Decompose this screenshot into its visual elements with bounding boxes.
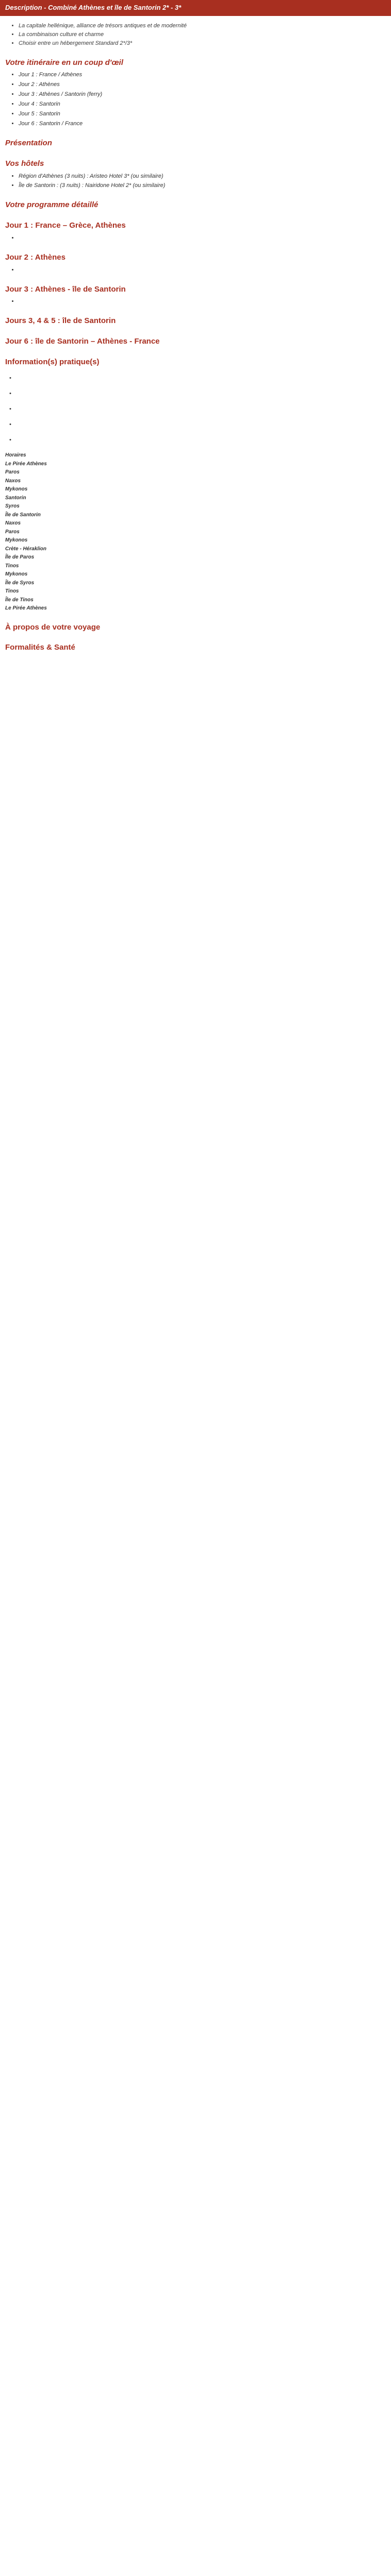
page-header: Description - Combiné Athènes et île de Santorin 2* - 3* [0,0,391,16]
schedule-port-label: Île de Santorin [5,512,41,518]
hotels-title: Vos hôtels [5,159,44,168]
schedule-title: Horaires [5,452,26,459]
schedule-port-label: Crète - Héraklion [5,546,47,552]
ferry-schedule [5,452,386,613]
practical-title: Information(s) pratique(s) [5,357,100,366]
itinerary-item: • Jour 1 : France / Athènes [19,71,386,79]
page-bottom-space [5,656,386,811]
highlight-item: • La capitale hellénique, alliance de trésors antiques et de modernité [19,22,386,30]
schedule-rows [5,461,386,613]
day6-title: Jour 6 : île de Santorin – Athènes - France [5,336,160,346]
day2-title: Jour 2 : Athènes [5,252,66,262]
day2-note [19,266,386,275]
practical-item [9,375,386,383]
itinerary-title: Votre itinéraire en un coup d'œil [5,58,123,67]
formalities-title: Formalités & Santé [5,643,75,652]
highlight-item: • Choisir entre un hébergement Standard 2*/3* [19,40,386,48]
schedule-port-label: Le Pirée Athènes [5,605,47,612]
hotel-item: • Région d'Athènes (3 nuits) : Aristeo Hotel 3* (ou similaire) [19,173,386,181]
schedule-port-label: Mykonos [5,486,28,493]
schedule-port-label: Tinos [5,563,19,569]
schedule-port-label: Mykonos [5,571,28,578]
day456-title: Jours 3, 4 & 5 : île de Santorin [5,316,116,326]
itinerary-item: • Jour 5 : Santorin [19,110,386,118]
day3-note [19,298,386,306]
practical-item [9,390,386,398]
schedule-port-label: Île de Syros [5,580,35,586]
highlight-item: • La combinaison culture et charme [19,31,386,39]
itinerary-item: • Jour 2 : Athènes [19,81,386,89]
schedule-port-label: Syros [5,503,20,510]
presentation-title: Présentation [5,139,52,148]
schedule-port-label: Naxos [5,478,21,484]
schedule-port-label: Mykonos [5,537,28,544]
practical-item [9,421,386,429]
highlights-list [5,22,386,48]
schedule-port-label: Île de Paros [5,554,35,561]
day1-title: Jour 1 : France – Grèce, Athènes [5,221,126,230]
hotels-list [5,173,386,191]
hotel-item: • Île de Santorin : (3 nuits) : Nairidone Hotel 2* (ou similaire) [19,182,386,190]
schedule-port-label: Naxos [5,520,21,527]
itinerary-list [5,71,386,128]
itinerary-item: • Jour 4 : Santorin [19,100,386,109]
schedule-port-label: Île de Tinos [5,597,34,603]
schedule-port-label: Paros [5,529,20,535]
schedule-port-label: Tinos [5,588,19,595]
itinerary-item: • Jour 3 : Athènes / Santorin (ferry) [19,91,386,99]
practical-item [9,436,386,445]
practical-item [9,405,386,414]
schedule-port-label: Santorin [5,495,26,501]
day3-title: Jour 3 : Athènes - île de Santorin [5,284,126,294]
schedule-port-label: Le Pirée Athènes [5,461,47,467]
practical-list [5,375,386,445]
itinerary-item: • Jour 6 : Santorin / France [19,120,386,128]
program-title: Votre programme détaillé [5,200,99,210]
about-title: À propos de votre voyage [5,622,101,632]
day1-note [19,234,386,243]
schedule-port-label: Paros [5,469,20,476]
page [0,0,391,811]
